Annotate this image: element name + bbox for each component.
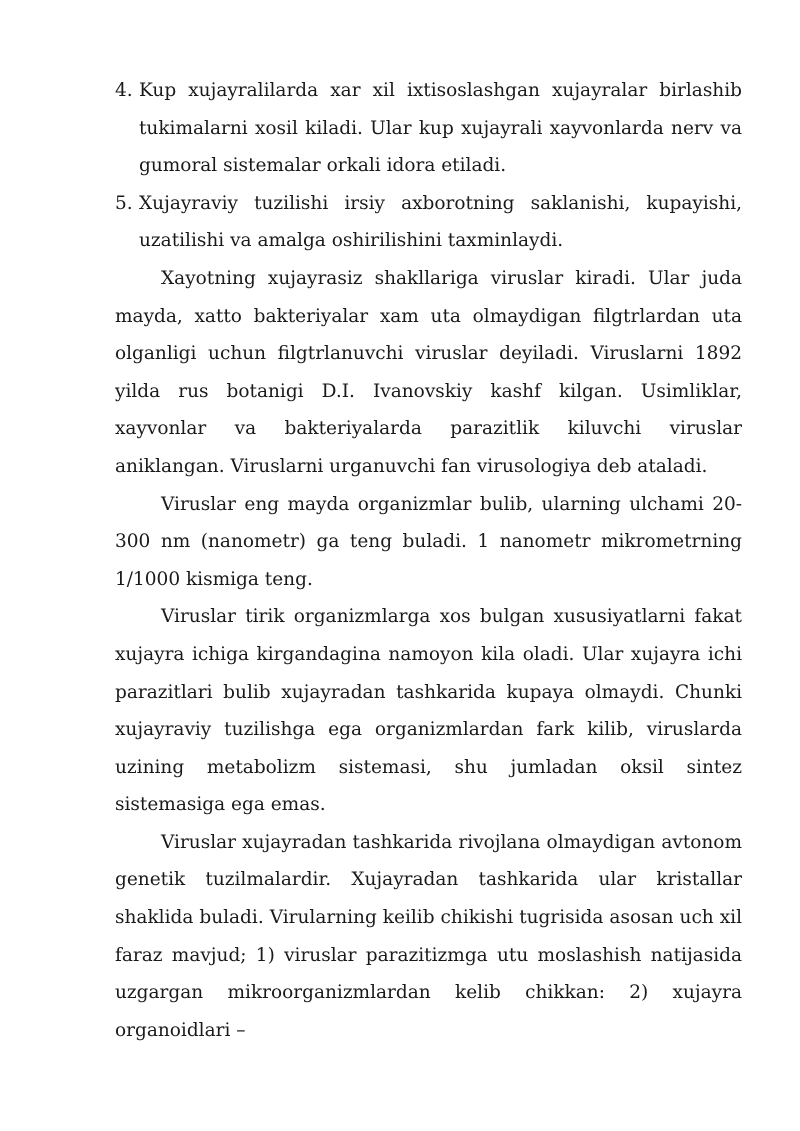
list-item-5 <box>115 185 742 260</box>
document-page <box>115 72 742 1049</box>
paragraph-virus-parasites: Viruslar tirik organizmlarga xos bulgan xususiyatlarni fakat xujayra ichiga kirgandagina namoyon kila oladi. Ular xujayra ichi parazitlari bulib xujayradan tashkarida kupaya olmaydi. Chunki xujayraviy tuzilishga ega organizmlardan fark kilib, viruslarda uzining metabolizm sistemasi, shu jumladan oksil sintez sistemasiga ega emas. <box>115 606 742 816</box>
list-number: 5. <box>115 192 133 214</box>
paragraph-virus-origin: Viruslar xujayradan tashkarida rivojlana olmaydigan avtonom genetik tuzilmalardir. Xujayradan tashkarida ular kristallar shaklida buladi. Virularning keilib chikishi tugrisida asosan uch xil faraz mavjud; 1) viruslar parazitizmga utu moslashish natijasida uzgargan mikroorganizmlardan kelib chikkan: 2) xujayra organoidlari – <box>115 831 742 1041</box>
paragraph-viruses-intro: Xayotning xujayrasiz shakllariga viruslar kiradi. Ular juda mayda, xatto bakteriyalar xam uta olmaydigan filgtrlardan uta olganligi uchun filgtrlanuvchi viruslar deyiladi. Viruslarni 1892 yilda rus botanigi D.I. Ivanovskiy kashf kilgan. Usimliklar, xayvonlar va bakteriyalarda parazitlik kiluvchi viruslar aniklangan. Viruslarni urganuvchi fan virusologiya deb ataladi. <box>115 267 742 477</box>
list-text: Xujayraviy tuzilishi irsiy axborotning saklanishi, kupayishi, uzatilishi va amalga oshirilishini taxminlaydi. <box>139 192 742 252</box>
list-number: 4. <box>115 80 133 101</box>
paragraph-virus-size: Viruslar eng mayda organizmlar bulib, ularning ulchami 20-300 nm (nanometr) ga teng buladi. 1 nanometr mikrometrning 1/1000 kismiga teng. <box>115 493 742 590</box>
list-item-4 <box>115 72 742 185</box>
list-text: Kup xujayralilarda xar xil ixtisoslashgan xujayralar birlashib tukimalarni xosil kiladi. Ular kup xujayrali xayvonlarda nerv va gumoral sistemalar orkali idora etiladi. <box>139 80 742 177</box>
